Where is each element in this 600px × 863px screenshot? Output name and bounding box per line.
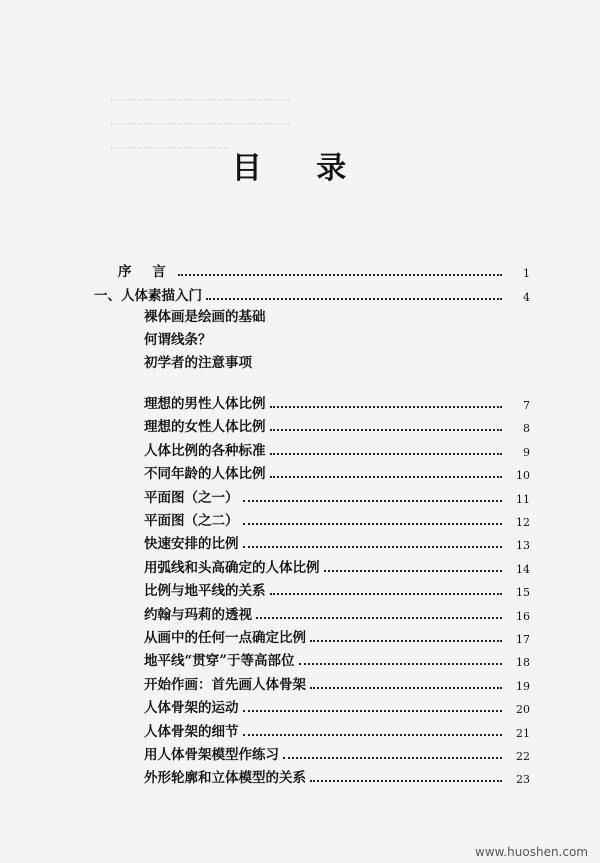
toc-page-number: 8 <box>523 422 530 436</box>
toc-page-number: 18 <box>516 656 530 670</box>
toc-entry-label: 开始作画：首先画人体骨架 <box>144 676 306 693</box>
toc-entry[interactable] <box>144 577 530 599</box>
show-through-text: ……………………………… <box>110 144 230 155</box>
toc-page-number: 20 <box>516 703 530 717</box>
toc-page-number: 11 <box>516 492 530 506</box>
dot-leader <box>243 500 503 502</box>
toc-entry[interactable] <box>144 390 530 412</box>
toc-entry-label: 外形轮廓和立体模型的关系 <box>144 770 306 787</box>
toc-entry[interactable] <box>144 601 530 623</box>
dot-leader <box>243 546 503 548</box>
toc-entry[interactable] <box>144 413 530 435</box>
dot-leader <box>270 476 503 478</box>
toc-entry[interactable] <box>144 764 530 786</box>
dot-leader <box>324 570 503 572</box>
toc-entry-label: 理想的女性人体比例 <box>144 419 266 436</box>
dot-leader <box>270 429 503 431</box>
toc-page-number: 1 <box>523 267 530 280</box>
toc-page-number: 21 <box>516 726 530 740</box>
dot-leader <box>299 663 502 665</box>
dot-leader <box>243 523 503 525</box>
toc-page-number: 23 <box>516 773 530 787</box>
toc-page-number: 9 <box>523 445 530 459</box>
toc-entry-label: 用弧线和头高确定的人体比例 <box>144 559 320 576</box>
toc-page-number: 7 <box>523 399 530 412</box>
toc-subtopic[interactable]: 裸体画是绘画的基础 <box>144 309 266 325</box>
toc-page-number: 4 <box>523 291 530 304</box>
toc-entry[interactable] <box>144 718 530 740</box>
toc-entry-label: 约翰与玛莉的透视 <box>144 606 252 623</box>
toc-entry-label: 一、人体素描入门 <box>94 288 202 304</box>
toc-entry-label: 用人体骨架模型作练习 <box>144 747 279 763</box>
toc-page-number: 17 <box>516 633 530 646</box>
toc-page-number: 12 <box>516 516 530 529</box>
toc-entry[interactable] <box>144 671 530 693</box>
dot-leader <box>310 640 502 642</box>
toc-entry-chapter-one[interactable] <box>94 282 530 304</box>
toc-entry-label: 人体骨架的细节 <box>144 723 239 740</box>
toc-subtopic[interactable]: 初学者的注意事项 <box>144 355 252 371</box>
toc-entry-label: 理想的男性人体比例 <box>144 396 266 412</box>
toc-entry-label: 平面图（之二） <box>144 513 239 529</box>
toc-entry-label: 平面图（之一） <box>144 489 239 506</box>
show-through-text: ……………………………………………… <box>110 120 290 131</box>
toc-entry-label: 快速安排的比例 <box>144 536 239 553</box>
toc-entry-preface[interactable] <box>118 258 530 280</box>
toc-entry-label: 比例与地平线的关系 <box>144 583 266 600</box>
toc-entry[interactable] <box>144 460 530 482</box>
toc-entry-label: 不同年龄的人体比例 <box>144 466 266 483</box>
toc-entry[interactable] <box>144 554 530 576</box>
toc-entry-label: 序 言 <box>118 264 174 280</box>
toc-entry[interactable] <box>144 437 530 459</box>
dot-leader <box>243 734 503 736</box>
toc-page-number: 14 <box>516 562 530 576</box>
toc-entry[interactable] <box>144 647 530 669</box>
dot-leader <box>270 593 503 595</box>
toc-page-number: 16 <box>516 609 530 623</box>
toc-entry[interactable] <box>144 530 530 552</box>
toc-entry[interactable] <box>144 484 530 506</box>
toc-entry-label: 地平线“贯穿”于等高部位 <box>144 653 295 670</box>
toc-page-number: 22 <box>516 750 530 763</box>
watermark: www.huoshen.com <box>475 845 588 859</box>
dot-leader <box>310 687 502 689</box>
show-through-text: ……………………………………………… <box>110 96 290 107</box>
dot-leader <box>178 274 502 276</box>
dot-leader <box>256 617 502 619</box>
toc-page-number: 10 <box>516 469 530 483</box>
page-title: 目 录 <box>231 151 369 186</box>
dot-leader <box>283 757 502 759</box>
toc-entry-label: 人体骨架的运动 <box>144 700 239 717</box>
dot-leader <box>310 780 502 782</box>
toc-page-number: 13 <box>516 539 530 553</box>
toc-entry-label: 人体比例的各种标准 <box>144 442 266 459</box>
dot-leader <box>270 453 503 455</box>
toc-entry[interactable] <box>144 507 530 529</box>
dot-leader <box>206 298 502 300</box>
dot-leader <box>270 406 503 408</box>
toc-entry[interactable] <box>144 741 530 763</box>
toc-entry[interactable] <box>144 624 530 646</box>
toc-subtopic[interactable]: 何谓线条？ <box>144 332 212 348</box>
toc-page-number: 15 <box>516 586 530 600</box>
toc-entry-label: 从画中的任何一点确定比例 <box>144 630 306 646</box>
toc-page-number: 19 <box>516 679 530 693</box>
toc-entry[interactable] <box>144 694 530 716</box>
dot-leader <box>243 710 503 712</box>
